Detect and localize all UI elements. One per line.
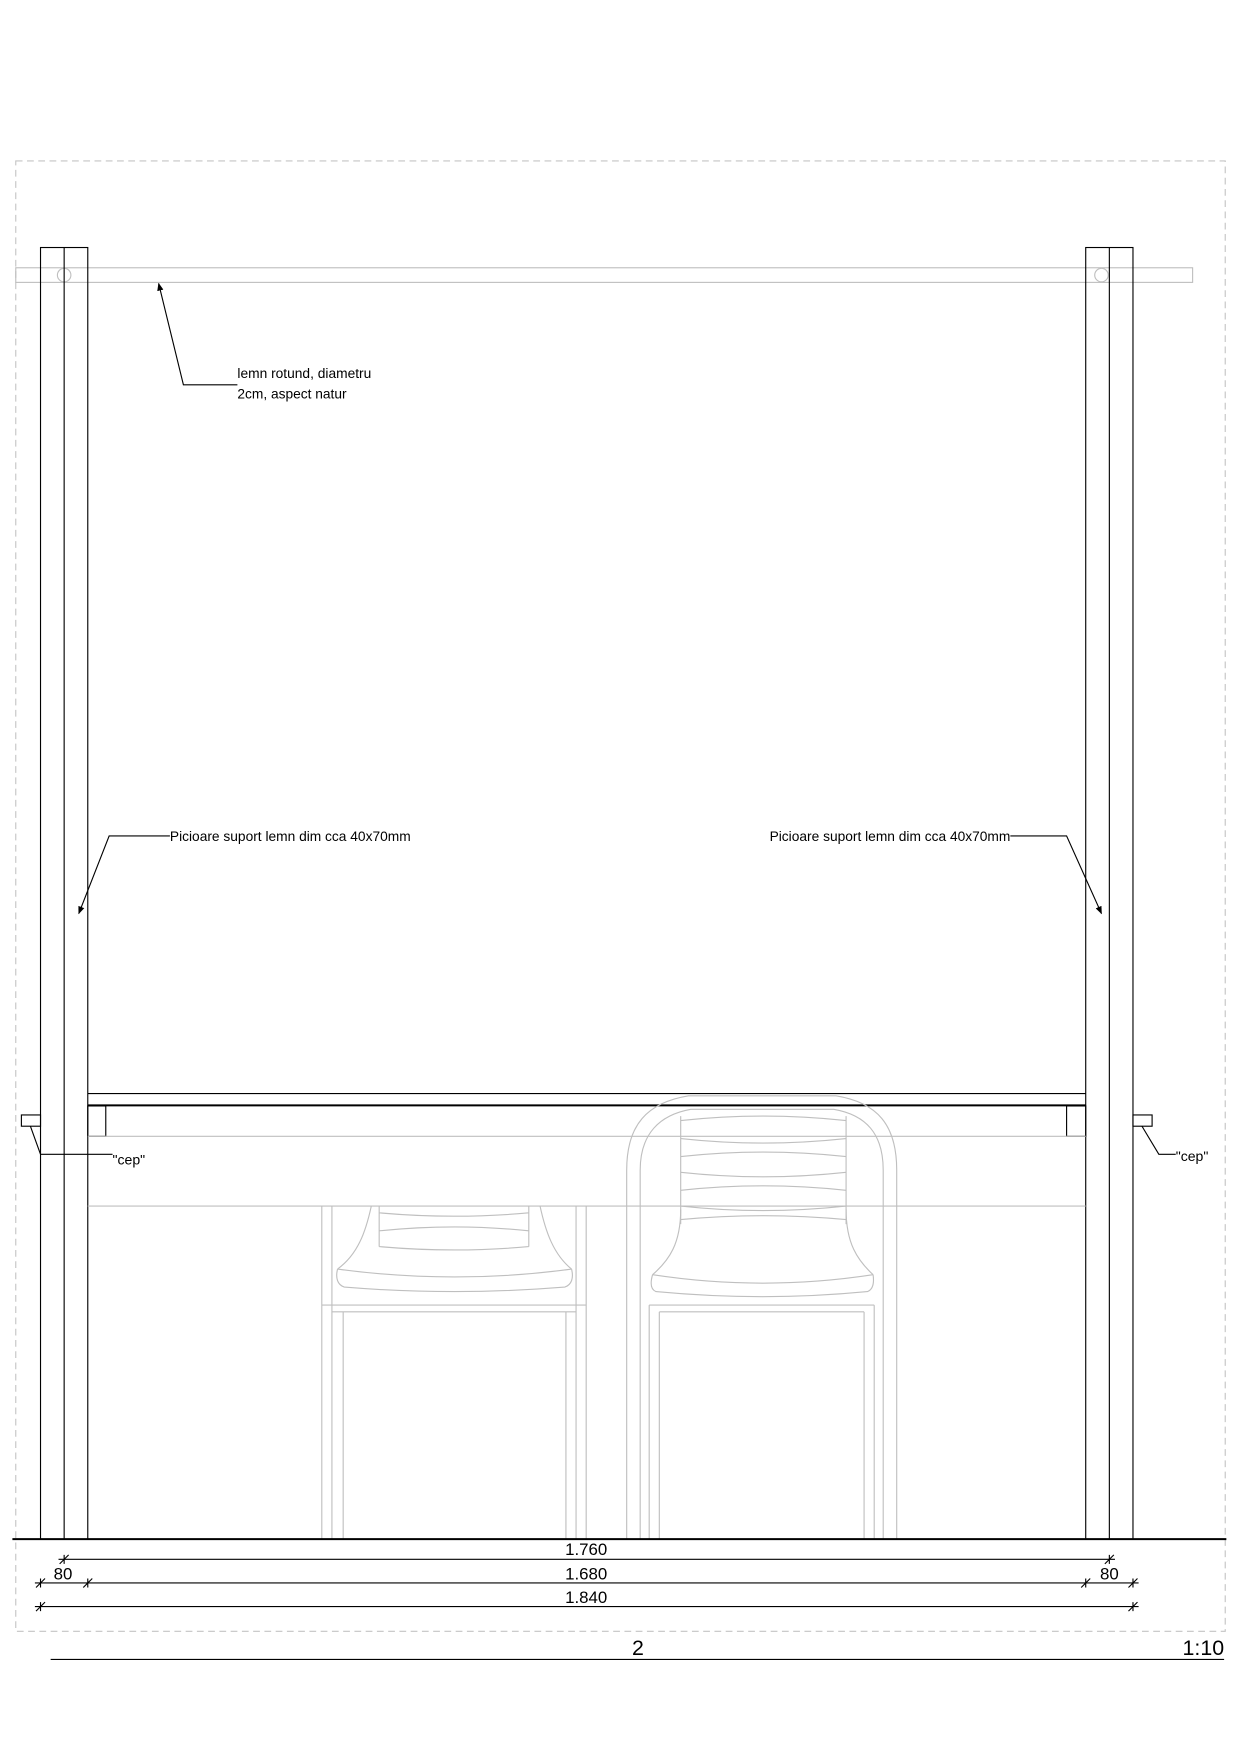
rod-annotation <box>159 284 372 402</box>
chair-rear-backrest <box>379 1206 529 1250</box>
tenon-right-label: "cep" <box>1175 1148 1209 1165</box>
table-bracket-left <box>88 1106 106 1136</box>
chair-rear <box>322 1206 586 1539</box>
tenon-left-leader <box>30 1126 112 1154</box>
sheet-number: 2 <box>631 1635 644 1660</box>
leg-annotation-left <box>79 828 411 914</box>
rod-label-line1: lemn rotund, diametru <box>237 365 372 382</box>
leg-left-label: Picioare suport lemn dim cca 40x70mm <box>169 827 411 844</box>
leg-right-label: Picioare suport lemn dim cca 40x70mm <box>769 827 1011 844</box>
table-bracket-right <box>1067 1106 1086 1136</box>
tenon-right <box>1133 1115 1208 1164</box>
chair-front-backrest-slats <box>681 1116 846 1220</box>
tenon-left-shape <box>21 1115 40 1126</box>
rod-label-line2: 2cm, aspect natur <box>237 385 347 402</box>
chair-rear-back-leg-left <box>322 1206 332 1539</box>
sheet-frame <box>16 161 1225 1631</box>
round-rod <box>16 268 1193 283</box>
chair-rear-side-curves <box>338 1206 572 1269</box>
chair-front-frame-outer <box>627 1096 897 1539</box>
dimension-label-post-axis: 1.760 <box>565 1539 608 1559</box>
chair-rear-front-legs <box>343 1312 566 1539</box>
leg-right-leader <box>1010 836 1101 914</box>
dimension-label-clear-span: 1.680 <box>565 1564 608 1584</box>
rod-outline <box>16 268 1193 283</box>
chair-front-front-legs <box>649 1305 874 1539</box>
chair-rear-seat <box>337 1269 573 1292</box>
chair-front-seat-rail <box>649 1305 874 1312</box>
leg-annotation-right <box>770 828 1102 914</box>
dimension-label-overall: 1.840 <box>565 1588 608 1608</box>
tenon-right-shape <box>1133 1115 1152 1126</box>
dimension-post-axis <box>59 1540 1115 1564</box>
tenon-left-label: "cep" <box>112 1151 146 1168</box>
dimension-label-right-post: 80 <box>1099 1564 1119 1584</box>
post-left <box>41 248 88 1540</box>
dimension-label-left-post: 80 <box>53 1564 73 1584</box>
chair-front-frame-inner <box>640 1109 883 1539</box>
dimension-overall <box>35 1588 1139 1611</box>
chair-rear-seat-rail <box>322 1305 586 1312</box>
rod-end-right <box>1095 268 1109 282</box>
chair-front-seat <box>651 1275 873 1297</box>
title-block <box>51 1636 1225 1660</box>
leg-left-leader <box>79 836 170 914</box>
chair-rear-back-leg-right <box>576 1206 586 1539</box>
drawing-scale: 1:10 <box>1182 1635 1225 1660</box>
table <box>88 1094 1086 1207</box>
rod-leader <box>159 284 238 385</box>
chair-front <box>627 1096 897 1539</box>
tenon-right-leader <box>1142 1126 1176 1154</box>
dimension-clear-span <box>35 1565 1139 1588</box>
